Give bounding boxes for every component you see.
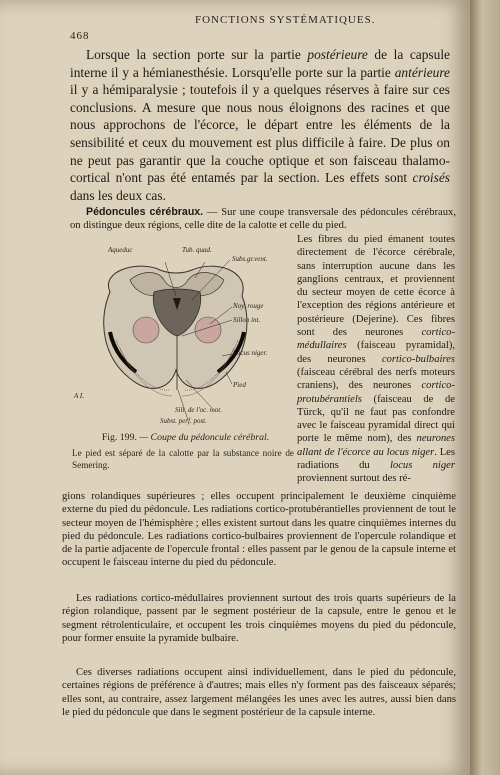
text-run: de la capsule interne il y a hémianesthésie. Lorsqu'elle porte sur la partie xyxy=(70,47,450,80)
text-run: il y a hémiparalysie ; toutefois il y a quelques réserves à faire sur ces conclusions. A mesure que nous nous éloignons des racines et que nous approchons de l'écorce, le départ entre les éléments de la sensibilité et ceux du mouvement est plus difficile à faire. De plus on ne peut pas garantir que la couche optique et son faisceau thalamo-cortical n'ont pas été entamés par la section. Les effets sont xyxy=(70,82,450,186)
figure-number: Fig. 199. xyxy=(101,432,137,443)
figure-peduncle-section xyxy=(70,240,292,436)
italic-run: croisés xyxy=(412,170,450,186)
text-run: — Sur une coupe transversale des pédoncules cérébraux, on distingue deux régions, celle dite de la calotte et celle du pied. xyxy=(70,207,456,232)
page-number: 468 xyxy=(70,30,90,42)
label-pied: Pied xyxy=(233,381,246,389)
paragraph-radiations-continued: gions rolandiques supérieures ; elles occupent principalement le deuxième cinquième externe du pied du pédoncule. Les radiations cortico-protubérantielles proviennent de tout le secteur moyen de l'hémisphère ; elles existent surtout dans les quatre cinquièmes internes du pied du pédoncule. Les radiations cortico-bulbaires proviennent de l'opercule rolandique et de la partie adjacente de l'opercule frontal : elles passent par le genou de la capsule interne et occupent le faisceau interne du pied du pédoncule. xyxy=(62,491,456,569)
paragraph-cortico-medullaires: Les radiations cortico-médullaires proviennent surtout des trois quarts supérieurs de la région rolandique, passent par le segment postérieur de la capsule, entre le genou et le segment rétrolenticulaire, et occupent les trois cinquièmes moyens du pied du pédoncule, pour former ensuite la pyramide bulbaire. xyxy=(62,593,456,644)
section-heading: Pédoncules cérébraux. xyxy=(86,206,204,218)
figure-legend: Le pied est séparé de la calotte par la substance noire de Semering. xyxy=(72,448,294,470)
label-al: A L xyxy=(74,392,84,400)
paragraph-radiations-melangees: Ces diverses radiations occupent ainsi individuellement, dans le pied du pédoncule, certaines régions de préférence à d'autres; mais elles n'y forment pas des faisceaux séparés; elles sont, au contraire, assez largement mélangées les unes avec les autres, aussi bien dans le pied du pédoncule que dans le segment postérieur de la capsule interne. xyxy=(62,667,456,718)
label-sillon-abbrev: int. xyxy=(251,316,261,324)
page-edge xyxy=(470,0,500,775)
label-locus-niger: Locus niger. xyxy=(233,349,268,357)
italic-run: locus niger xyxy=(389,460,455,472)
paragraph-pedoncules-intro xyxy=(70,206,456,232)
text-run: Lorsque la section porte sur la partie xyxy=(86,47,308,62)
label-noy-rouge: Noy. rouge xyxy=(233,302,264,310)
text-run: dans les deux cas. xyxy=(70,187,166,203)
paragraph-fibres-du-pied xyxy=(297,233,455,486)
italic-run: cortico-médullaires xyxy=(297,327,455,352)
text-run: (faisceau cérébral des nerfs moteurs craniens), des neurones xyxy=(297,366,455,392)
label-sillon-text: Sillon xyxy=(233,316,252,324)
text-run: proviennent surtout des ré- xyxy=(297,473,411,485)
text-run: Les fibres du pied émanent toutes directement de l'écorce cérébrale, sans interruption aucune dans les ganglions centraux, et proviennent du secteur moyen de cette écorce à l'exception des régions antérieure et postérieure (Dejerine). Ces fibres sont des neurones xyxy=(297,234,455,339)
italic-run: postérieure xyxy=(307,47,368,62)
italic-run: cortico-bulbaires xyxy=(381,353,455,365)
figure-title: — Coupe du pédoncule cérébral. xyxy=(136,432,270,443)
label-subst-perf: Subst. perf. post. xyxy=(160,417,207,425)
label-sillon xyxy=(233,316,260,324)
label-aqueduc: Aqueduc xyxy=(108,246,133,254)
italic-run: neurones allant de l'écorce au locus niger xyxy=(297,433,455,458)
text-run: . Les radiations du xyxy=(297,446,456,472)
italic-run: cortico-protubérantiels xyxy=(297,380,455,405)
label-tub-quad: Tub. quad. xyxy=(182,246,212,254)
figure-caption xyxy=(78,432,293,443)
label-subs-gr-vent: Subs.gr.vent. xyxy=(232,255,268,263)
italic-run: antérieure xyxy=(394,64,450,80)
text-run: (faisceau de de Türck, qu'il ne faut pas confondre avec le faisceau pyramidal direct qui porte le même nom), des xyxy=(297,393,455,445)
paragraph-capsule-interne xyxy=(70,46,450,204)
running-title: FONCTIONS SYSTÉMATIQUES. xyxy=(195,14,376,26)
label-sill-oc-mot: Sill. de l'oc. mot. xyxy=(175,406,222,414)
text-run: (faisceau pyramidal), des neurones xyxy=(297,340,455,365)
